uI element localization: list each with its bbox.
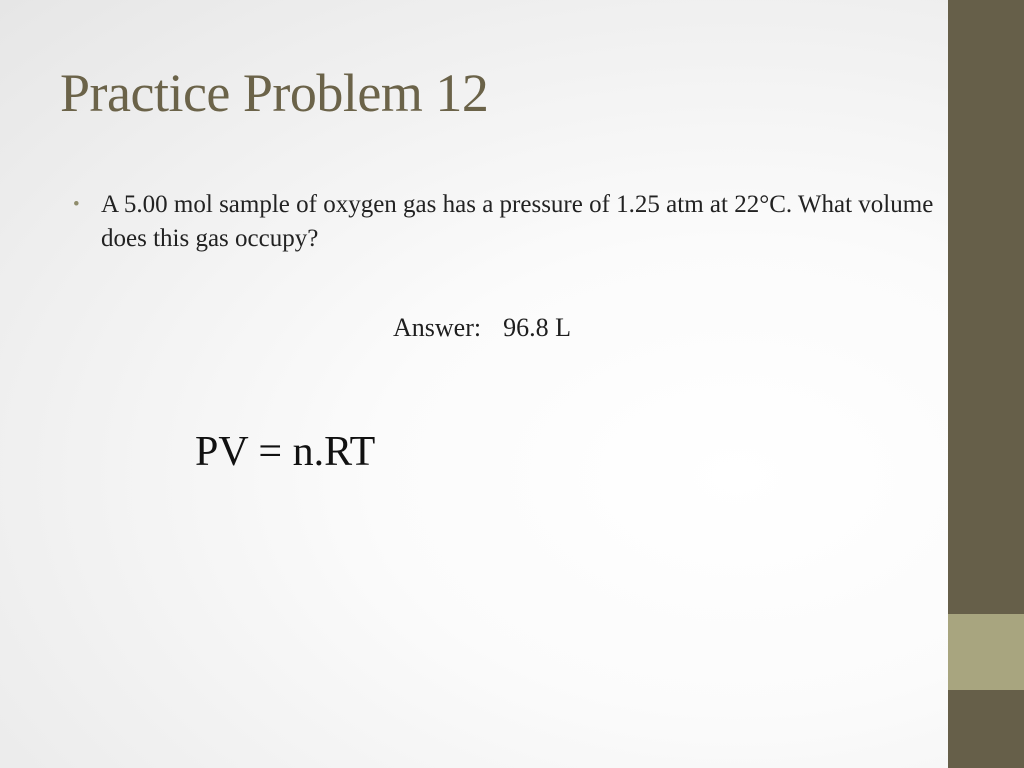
bullet-list [73, 188, 973, 256]
slide-title: Practice Problem 12 [60, 63, 489, 123]
answer-line [393, 313, 571, 343]
bullet-icon: • [73, 194, 80, 215]
answer-value: 96.8 L [503, 313, 571, 342]
bullet-item [73, 188, 973, 256]
formula: PV = n.RT [195, 429, 376, 475]
bullet-text: A 5.00 mol sample of oxygen gas has a pressure of 1.25 atm at 22°C. What volume does this gas occupy? [101, 191, 934, 252]
sidebar-accent-block [948, 614, 1024, 690]
answer-label: Answer: [393, 313, 482, 342]
